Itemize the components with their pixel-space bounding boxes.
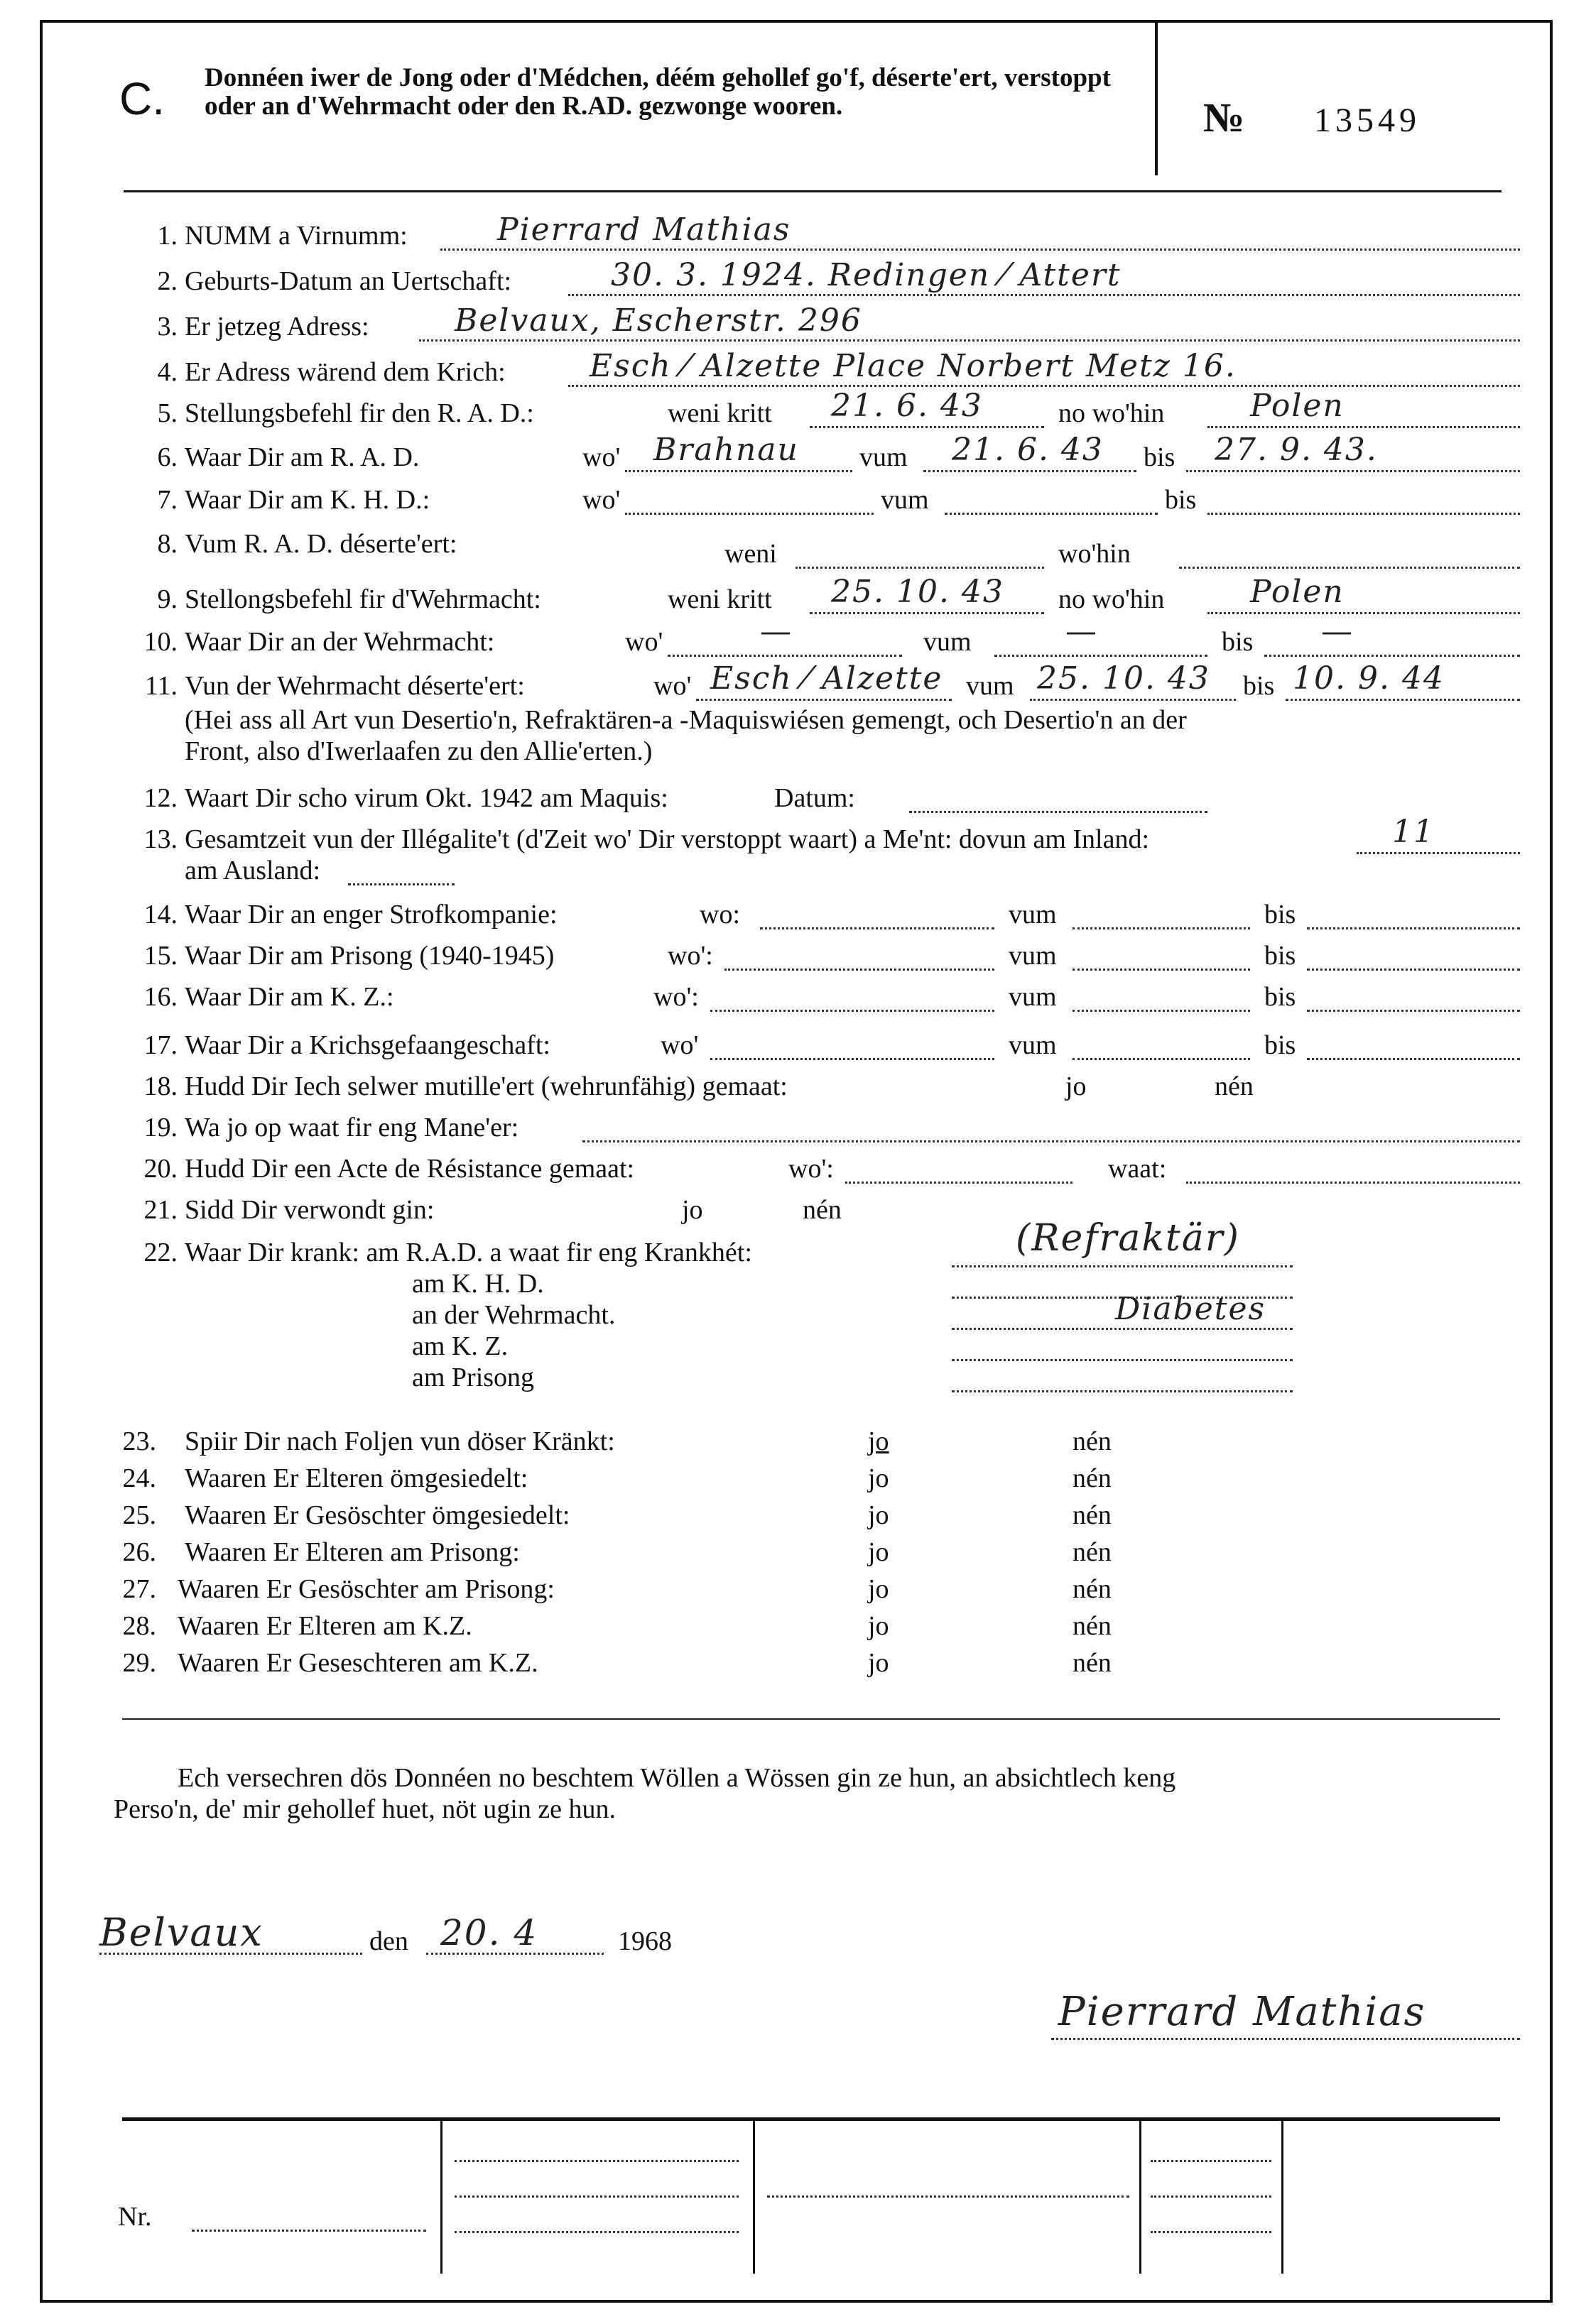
wo-label: wo: (700, 900, 740, 929)
bis-label: bis (1144, 442, 1175, 472)
row-label-continued: am Ausland: (185, 856, 321, 885)
fill-line (1073, 969, 1250, 971)
footer-col-divider (1281, 2117, 1283, 2274)
fill-line (1286, 699, 1520, 701)
row-label: Er jetzeg Adress: (185, 312, 369, 342)
nowohin-label: no wo'hin (1058, 584, 1165, 614)
handwritten-place: Brahnau (653, 432, 799, 468)
section-letter: C. (119, 73, 165, 124)
row-label: Geburts-Datum an Uertschaft: (185, 266, 512, 296)
footer-col-divider (1139, 2117, 1141, 2274)
fill-line (1073, 927, 1250, 929)
section-divider (122, 1718, 1500, 1720)
sub-label: an der Wehrmacht. (412, 1300, 616, 1330)
fill-line (1186, 1182, 1520, 1184)
header-rule (124, 190, 1502, 192)
handwritten-illness: Diabetes (1115, 1291, 1266, 1327)
wo-label: wo' (653, 671, 692, 701)
row-label: Waaren Er Geseschteren am K.Z. (178, 1648, 538, 1678)
row-number: 23. (122, 1426, 156, 1456)
fill-line (767, 2195, 1129, 2198)
fill-line (994, 655, 1207, 657)
sub-label: am Prisong (412, 1363, 535, 1392)
row-number: 7. (157, 485, 178, 515)
year-label: 1968 (618, 1926, 672, 1956)
fill-line (455, 2231, 739, 2233)
fill-line (1264, 655, 1520, 657)
handwritten-date: 27. 9. 43. (1215, 432, 1378, 468)
row-number: 17. (143, 1030, 178, 1060)
row-label: Er Adress wärend dem Krich: (185, 357, 506, 387)
fill-line (923, 470, 1136, 472)
row-note: Front, also d'Iwerlaafen zu den Allie'erten.) (185, 736, 653, 766)
fill-line (760, 927, 994, 929)
fill-line (1151, 2195, 1271, 2198)
fill-line (625, 513, 874, 515)
fill-line (1073, 1058, 1250, 1060)
row-number: 8. (157, 529, 178, 559)
nen-option[interactable]: nén (1215, 1071, 1254, 1101)
handwritten-date: 21. 6. 43 (831, 388, 983, 424)
row-label: Waaren Er Gesöschter am Prisong: (178, 1574, 555, 1604)
nr-label: Nr. (118, 2202, 152, 2232)
fill-line (1207, 426, 1520, 428)
fill-line (1357, 852, 1520, 854)
row-label: Waar Dir krank: am R.A.D. a waat fir eng Krankhét: (185, 1238, 752, 1267)
fill-line (1186, 470, 1520, 472)
row-number: 25. (122, 1500, 156, 1530)
footer-col-divider (440, 2117, 442, 2274)
fill-line (1207, 612, 1520, 614)
row-number: 16. (143, 982, 178, 1012)
row-label: Waart Dir scho virum Okt. 1942 am Maquis: (185, 783, 668, 813)
handwritten-birth: 30. 3. 1924. Redingen ⁄ Attert (611, 257, 1122, 293)
nen-option[interactable]: nén (803, 1195, 842, 1225)
den-label: den (369, 1926, 408, 1956)
row-label: Waar Dir an enger Strofkompanie: (185, 900, 558, 929)
row-number: 14. (143, 900, 178, 929)
sub-label: am K. Z. (412, 1331, 509, 1361)
signature-line (1051, 2038, 1520, 2040)
wo-label: wo' (582, 442, 621, 472)
fill-line (668, 655, 902, 657)
row-label: Waar Dir am R. A. D. (185, 442, 420, 472)
row-number: 21. (143, 1195, 178, 1225)
row-number: 2. (157, 266, 178, 296)
fill-line (1179, 567, 1520, 569)
row-label: Waar Dir am Prisong (1940-1945) (185, 941, 555, 971)
handwritten-date: 20. 4 (440, 1912, 538, 1953)
row-label: Waaren Er Elteren am Prisong: (185, 1537, 520, 1567)
fill-line (1030, 699, 1236, 701)
nen-option[interactable]: nén (1073, 1648, 1112, 1678)
weni-label: weni kritt (668, 584, 772, 614)
vum-label: vum (923, 627, 972, 657)
fill-line (1207, 513, 1520, 515)
form-page (40, 20, 1553, 2303)
row-number: 11. (144, 671, 178, 701)
fill-line (419, 339, 1520, 342)
row-label: Stellungsbefehl fir den R. A. D.: (185, 398, 534, 428)
row-label: Vum R. A. D. déserte'ert: (185, 529, 457, 559)
wo-label: wo' (582, 485, 621, 515)
bis-label: bis (1264, 900, 1296, 929)
row-note: (Hei ass all Art vun Desertio'n, Refraktären-a -Maquiswiésen gemengt, och Desertio'n an der (185, 705, 1187, 735)
row-label: Gesamtzeit vun der Illégalite't (d'Zeit wo' Dir verstoppt waart) a Me'nt: dovun am Inland: (185, 824, 1150, 854)
fill-line (455, 2195, 739, 2198)
row-number: 22. (143, 1238, 178, 1267)
fill-line (1307, 969, 1520, 971)
fill-line (810, 612, 1044, 614)
fill-line (952, 1328, 1293, 1330)
jo-option[interactable]: jo (868, 1426, 889, 1456)
declaration-text: Perso'n, de' mir gehollef huet, nöt ugin ze hun. (114, 1794, 617, 1824)
nen-option[interactable]: nén (1073, 1463, 1112, 1493)
vum-label: vum (1009, 941, 1057, 971)
handwritten-date: 25. 10. 43 (1037, 660, 1210, 697)
fill-line (724, 969, 994, 971)
nen-option[interactable]: nén (1073, 1426, 1112, 1456)
wohin-label: wo'hin (1058, 539, 1131, 569)
handwritten-place: Belvaux (99, 1910, 264, 1955)
fill-line (1151, 2160, 1271, 2162)
row-number: 28. (122, 1611, 156, 1641)
nen-option[interactable]: nén (1073, 1500, 1112, 1530)
handwritten-dash: — (1065, 613, 1098, 650)
fill-line (455, 2160, 739, 2162)
form-number: 13549 (1314, 102, 1421, 139)
bis-label: bis (1264, 1030, 1296, 1060)
handwritten-address: Belvaux, Escherstr. 296 (455, 302, 862, 339)
nowohin-label: no wo'hin (1058, 398, 1165, 428)
vum-label: vum (1009, 1030, 1057, 1060)
fill-line (192, 2230, 426, 2232)
jo-option[interactable]: jo (868, 1463, 889, 1493)
row-label: Hudd Dir een Acte de Résistance gemaat: (185, 1154, 635, 1184)
jo-option[interactable]: jo (868, 1500, 889, 1530)
datum-label: Datum: (774, 783, 855, 813)
nen-option[interactable]: nén (1073, 1574, 1112, 1604)
row-number: 13. (143, 824, 178, 854)
row-number: 18. (143, 1071, 178, 1101)
row-number: 10. (143, 627, 178, 657)
fill-line (568, 294, 1520, 296)
vum-label: vum (1009, 900, 1057, 929)
nen-option[interactable]: nén (1073, 1611, 1112, 1641)
row-number: 27. (122, 1574, 156, 1604)
waat-label: waat: (1108, 1154, 1167, 1184)
bis-label: bis (1243, 671, 1275, 701)
bis-label: bis (1264, 941, 1296, 971)
sub-label: am K. H. D. (412, 1269, 544, 1299)
handwritten-war-address: Esch ⁄ Alzette Place Norbert Metz 16. (590, 348, 1237, 384)
fill-line (796, 567, 1044, 569)
fill-line (696, 699, 952, 701)
handwritten-months: 11 (1392, 814, 1435, 850)
row-label: Waaren Er Gesöschter ömgesiedelt: (185, 1500, 570, 1530)
row-label: Waaren Er Elteren am K.Z. (178, 1611, 472, 1641)
row-number: 19. (143, 1113, 178, 1142)
fill-line (710, 1058, 994, 1060)
row-label: Vun der Wehrmacht déserte'ert: (185, 671, 525, 701)
fill-line (625, 470, 852, 472)
fill-line (952, 1390, 1293, 1392)
fill-line (99, 1953, 362, 1955)
row-number: 15. (143, 941, 178, 971)
row-label: Stellongsbefehl fir d'Wehrmacht: (185, 584, 541, 614)
fill-line (952, 1359, 1293, 1361)
row-label: Waar Dir am K. Z.: (185, 982, 394, 1012)
fill-line (1151, 2231, 1271, 2233)
fill-line (1307, 1058, 1520, 1060)
row-number: 6. (157, 442, 178, 472)
declaration-text: Ech versechren dös Donnéen no beschtem Wöllen a Wössen gin ze hun, an absichtlech keng (178, 1763, 1176, 1793)
signature: Pierrard Mathias (1058, 1989, 1426, 2035)
row-number: 12. (143, 783, 178, 813)
fill-line (710, 1010, 994, 1012)
jo-option[interactable]: jo (1065, 1071, 1087, 1101)
fill-line (952, 1265, 1293, 1267)
wo-label: wo': (653, 982, 699, 1012)
jo-option[interactable]: jo (868, 1611, 889, 1641)
row-label: Waar Dir a Krichsgefaangeschaft: (185, 1030, 550, 1060)
row-label: Sidd Dir verwondt gin: (185, 1195, 435, 1225)
jo-option[interactable]: jo (868, 1574, 889, 1604)
vum-label: vum (1009, 982, 1057, 1012)
header-divider (1155, 23, 1158, 175)
row-number: 9. (157, 584, 178, 614)
jo-option[interactable]: jo (682, 1195, 703, 1225)
bis-label: bis (1165, 485, 1197, 515)
handwritten-place: Polen (1250, 574, 1345, 610)
fill-line (568, 385, 1520, 387)
row-number: 29. (122, 1648, 156, 1678)
row-number: 24. (122, 1463, 156, 1493)
row-label: Waar Dir an der Wehrmacht: (185, 627, 495, 657)
handwritten-dash: — (760, 613, 793, 650)
vum-label: vum (966, 671, 1014, 701)
handwritten-place: Esch ⁄ Alzette (710, 660, 943, 697)
fill-line (845, 1182, 1073, 1184)
row-label: Waar Dir am K. H. D.: (185, 485, 430, 515)
vum-label: vum (881, 485, 929, 515)
fill-line (1073, 1010, 1250, 1012)
wo-label: wo': (788, 1154, 834, 1184)
handwritten-illness: (Refraktär) (1016, 1217, 1240, 1260)
wo-label: wo': (668, 941, 713, 971)
jo-option[interactable]: jo (868, 1648, 889, 1678)
row-number: 4. (157, 357, 178, 387)
handwritten-place: Polen (1250, 388, 1345, 424)
wo-label: wo' (625, 627, 663, 657)
form-title: Donnéen iwer de Jong oder d'Médchen, déém gehollef go'f, déserte'ert, verstoppt oder an d'Wehrmacht oder den R.AD. gezwonge wooren. (205, 63, 1111, 121)
row-number: 1. (157, 221, 178, 251)
fill-line (909, 811, 1207, 813)
row-label: Wa jo op waat fir eng Mane'er: (185, 1113, 519, 1142)
fill-line (1307, 1010, 1520, 1012)
row-label: Spiir Dir nach Foljen vun döser Kränkt: (185, 1426, 615, 1456)
footer-col-divider (753, 2117, 755, 2274)
row-number: 5. (157, 398, 178, 428)
fill-line (348, 883, 455, 885)
number-symbol: № (1203, 94, 1245, 141)
fill-line (945, 513, 1158, 515)
bis-label: bis (1222, 627, 1254, 657)
fill-line (582, 1140, 1520, 1142)
handwritten-date: 10. 9. 44 (1293, 660, 1445, 697)
footer-rule (122, 2117, 1500, 2121)
nen-option[interactable]: nén (1073, 1537, 1112, 1567)
handwritten-date: 25. 10. 43 (831, 574, 1004, 610)
row-number: 3. (157, 312, 178, 342)
jo-option[interactable]: jo (868, 1537, 889, 1567)
row-label: Hudd Dir Iech selwer mutille'ert (wehrunfähig) gemaat: (185, 1071, 788, 1101)
handwritten-date: 21. 6. 43 (952, 432, 1104, 468)
row-label: NUMM a Virnumm: (185, 221, 408, 251)
fill-line (810, 426, 1044, 428)
weni-label: weni kritt (668, 398, 772, 428)
vum-label: vum (859, 442, 908, 472)
weni-label: weni (724, 539, 777, 569)
row-number: 26. (122, 1537, 156, 1567)
fill-line (440, 249, 1520, 251)
fill-line (1307, 927, 1520, 929)
handwritten-dash: — (1321, 613, 1354, 650)
wo-label: wo' (661, 1030, 699, 1060)
bis-label: bis (1264, 982, 1296, 1012)
handwritten-name: Pierrard Mathias (497, 212, 791, 248)
row-number: 20. (143, 1154, 178, 1184)
row-label: Waaren Er Elteren ömgesiedelt: (185, 1463, 528, 1493)
